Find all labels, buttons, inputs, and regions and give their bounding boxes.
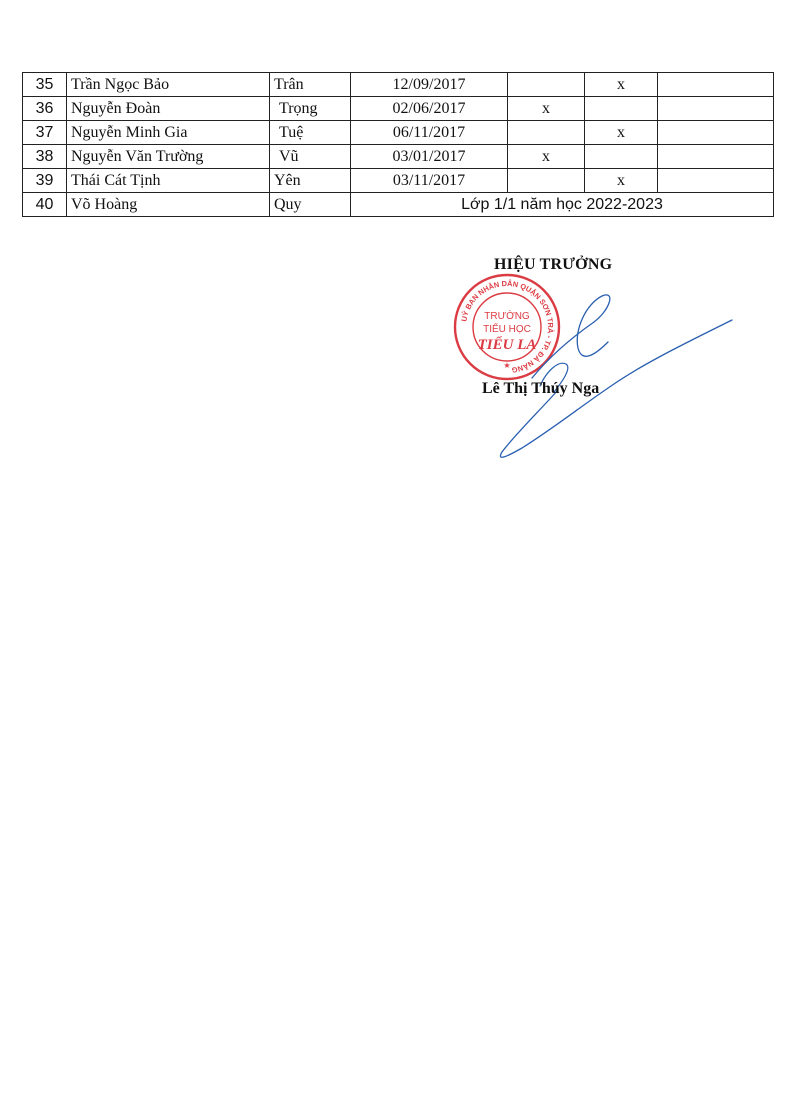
table-row [23,97,774,121]
mark-col-b: x [585,121,658,145]
handwritten-signature [496,282,736,464]
roster-body [23,73,774,217]
principal-title: HIỆU TRƯỞNG [494,256,613,273]
last-middle-name: Nguyễn Văn Trường [67,145,270,169]
row-number: 38 [23,145,67,169]
note-cell [658,145,774,169]
row-number: 39 [23,169,67,193]
date-of-birth: 12/09/2017 [351,73,508,97]
date-of-birth: 03/11/2017 [351,169,508,193]
row-number: 36 [23,97,67,121]
table-row-summary [23,193,774,217]
mark-col-a [508,73,585,97]
signature-stroke [500,295,732,457]
last-middle-name: Trần Ngọc Bảo [67,73,270,97]
row-number: 40 [23,193,67,217]
principal-name: Lê Thị Thúy Nga [482,380,600,397]
first-name: Trọng [270,97,351,121]
stamp-line-3: TIỂU LA [477,337,537,353]
note-cell [658,121,774,145]
table-row [23,145,774,169]
stamp-ring-text: UỶ BAN NHÂN DÂN QUẬN SƠN TRÀ - TP. ĐÀ NẴNG [459,278,556,375]
mark-col-a [508,169,585,193]
student-roster-table [22,72,774,217]
last-middle-name: Nguyễn Đoàn [67,97,270,121]
mark-col-a [508,121,585,145]
mark-col-b [585,97,658,121]
first-name: Trân [270,73,351,97]
date-of-birth: 03/01/2017 [351,145,508,169]
note-cell [658,73,774,97]
date-of-birth: 06/11/2017 [351,121,508,145]
stamp-line-1: TRƯỜNG [484,311,530,322]
note-cell [658,169,774,193]
table-row [23,73,774,97]
class-year-note: Lớp 1/1 năm học 2022-2023 [351,193,774,217]
date-of-birth: 02/06/2017 [351,97,508,121]
note-cell [658,97,774,121]
first-name: Yên [270,169,351,193]
row-number: 35 [23,73,67,97]
table-row [23,121,774,145]
mark-col-a: x [508,97,585,121]
table-row [23,169,774,193]
first-name: Tuệ [270,121,351,145]
last-middle-name: Võ Hoàng [67,193,270,217]
row-number: 37 [23,121,67,145]
stamp-line-2: TIỂU HỌC [483,324,531,335]
last-middle-name: Nguyễn Minh Gia [67,121,270,145]
first-name: Quy [270,193,351,217]
last-middle-name: Thái Cát Tịnh [67,169,270,193]
mark-col-b: x [585,169,658,193]
mark-col-b [585,145,658,169]
stamp-star-icon: ★ [503,361,511,370]
mark-col-a: x [508,145,585,169]
mark-col-b: x [585,73,658,97]
first-name: Vũ [270,145,351,169]
